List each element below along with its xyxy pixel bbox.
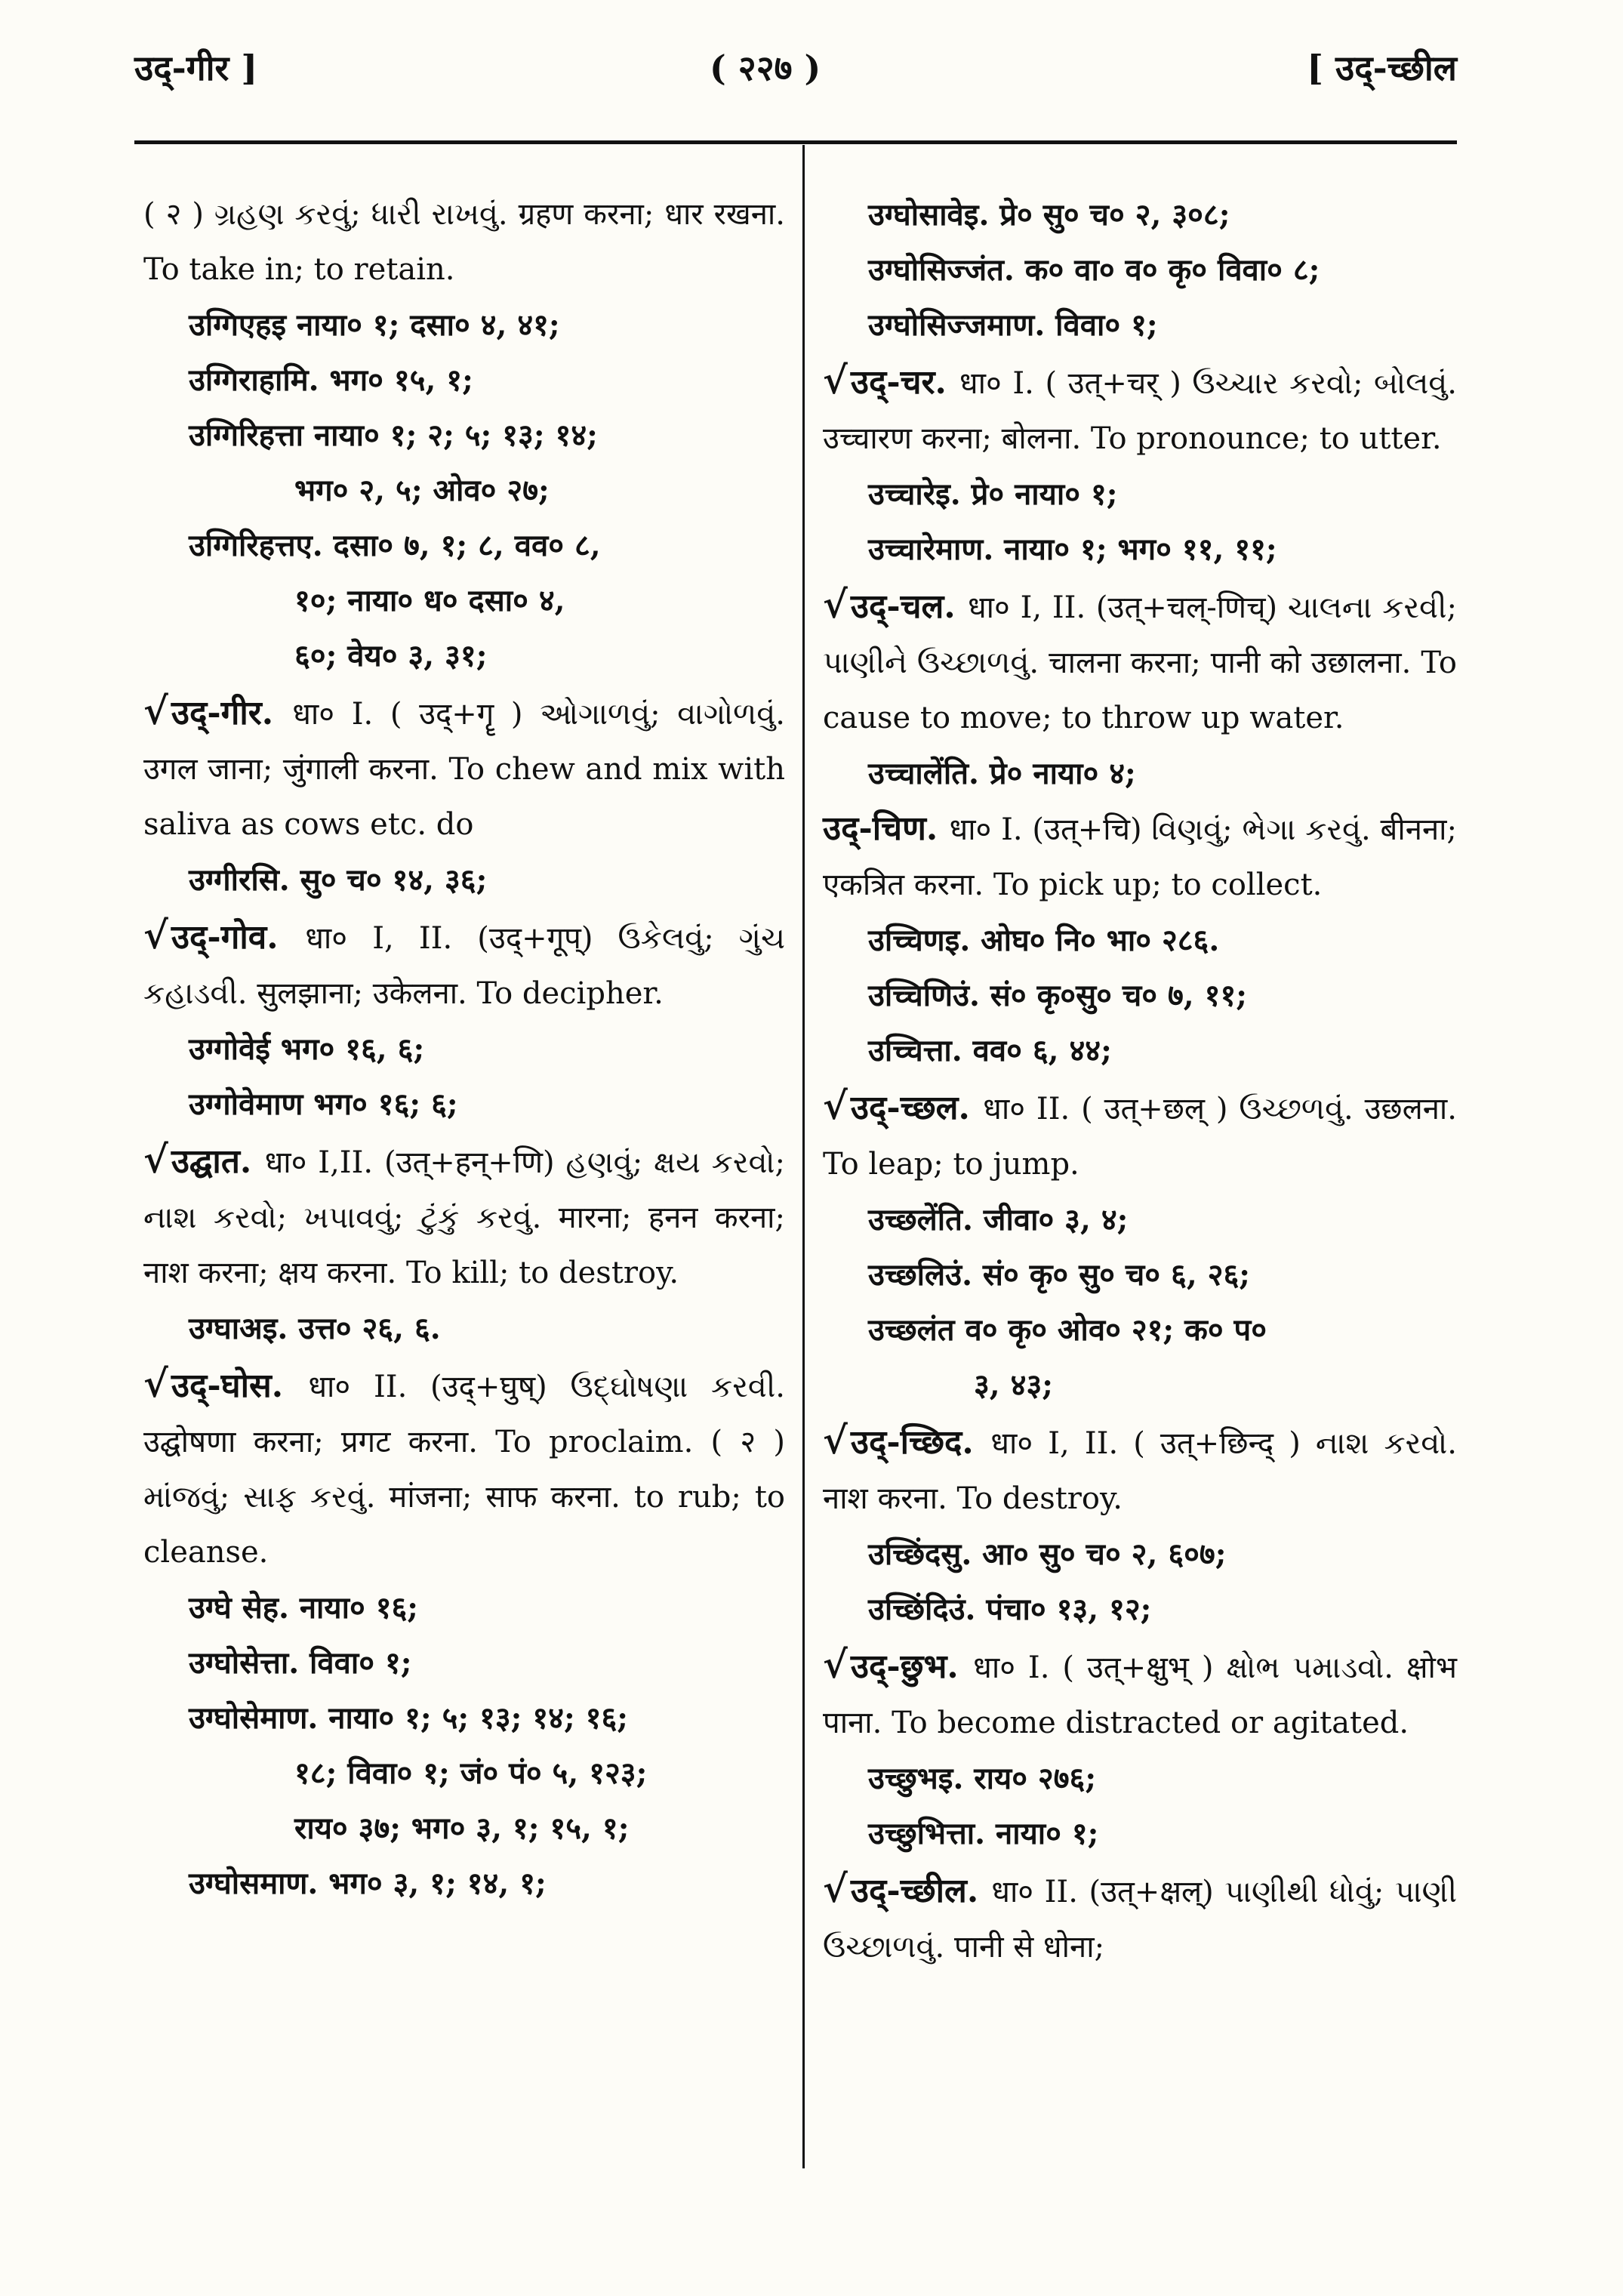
entry-lemma: उद्-गोव.	[171, 918, 306, 957]
root-check-icon: √	[823, 1866, 848, 1911]
column-divider	[802, 145, 805, 2168]
entry-lemma: उद्-चर.	[850, 363, 960, 402]
entry-definition: धा० II. ( उत्+छल् ) ઉચ્છળવું. उछलना. To leap; to jump.	[823, 1092, 1457, 1182]
citation-line: उग्घे सेह. नाया० १६;	[189, 1590, 419, 1626]
citation-line: उग्घोसावेइ. प्रे० सु० च० २, ३०८;	[868, 197, 1230, 233]
citation-line: उच्छलंत व० कृ० ओव० २१; क० प०	[868, 1312, 1267, 1348]
citation-line: उच्चालेंति. प्रे० नाया० ४;	[868, 756, 1136, 791]
citation-line: उग्गोवेई भग० १६, ६;	[189, 1031, 425, 1067]
entry-lemma: उद्-घोस.	[171, 1367, 309, 1405]
dictionary-entry	[823, 801, 1457, 913]
citation-line: उग्गिरिहत्तए. दसा० ७, १; ८, वव० ८,	[189, 528, 601, 563]
citation-line: उच्चिणइ. ओघ० नि० भा० २८६.	[868, 923, 1220, 958]
root-check-icon: √	[143, 1361, 168, 1406]
citation-line: उच्छुभित्ता. नाया० १;	[868, 1816, 1099, 1851]
citation-line: उग्गिरिहत्ता नाया० १; २; ५; १३; १४;	[189, 418, 598, 453]
citation-line: उच्छिंदसु. आ० सु० च० २, ६०७;	[868, 1536, 1227, 1572]
citation-line: उग्गीरसि. सु० च० १४, ३६;	[189, 862, 488, 898]
entry-definition: धा० I, II. (उद्+गूप्) ઉકેલવું; ગુંચ કહાડવી. सुलझाना; उकेलना. To decipher.	[143, 921, 786, 1011]
citation-line: उग्घोसिज्जंत. क० वा० व० कृ० विवा० ८;	[868, 252, 1320, 288]
dictionary-entry	[823, 1861, 1457, 1975]
entry-definition: धा० I, II. (उत्+चल्-णिच्) ચાલના કરવી; પાણીને ઉચ્છાળવું. चालना करना; पानी को उछालना. To cause to move; to throw up water.	[823, 590, 1457, 735]
page-header	[0, 44, 1623, 112]
citation-line: उग्घोसेत्ता. विवा० १;	[189, 1645, 412, 1681]
citation-line: भग० २, ५; ओव० २७;	[294, 473, 550, 508]
entry-lemma: उद्-च्छील.	[850, 1872, 992, 1910]
citation-line: उग्गिराहामि. भग० १५, १;	[189, 362, 473, 398]
citation-line: उच्चित्ता. वव० ६, ४४;	[868, 1033, 1112, 1068]
dictionary-entry	[823, 1637, 1457, 1751]
citation-line: उच्चारेमाण. नाया० १; भग० ११, ११;	[868, 532, 1277, 567]
citation-line: उग्घाअइ. उत्त० २६, ६.	[189, 1311, 441, 1346]
dictionary-entry	[823, 353, 1457, 467]
citation-line: उग्घोसेमाण. नाया० १; ५; १३; १४; १६;	[189, 1700, 629, 1736]
entry-lemma: उद्-च्छल.	[850, 1089, 984, 1127]
right-column	[823, 187, 1457, 1975]
citation-line: उच्छलेंति. जीवा० ३, ४;	[868, 1202, 1129, 1237]
citation-line: उग्घोसमाण. भग० ३, १; १४, १;	[189, 1866, 547, 1901]
entry-definition: धा० I. ( उद्+गॄ ) ઓગાળવું; વાગોળવું. उगल जाना; जुंगाली करना. To chew and mix with saliva as cows etc. do	[143, 697, 785, 842]
entry-definition: धा० I,II. (उत्+हन्+णि) હણવું; ક્ષય કરવો; નાશ કરવો; ખપાવવું; ટુંકું કરવું. मारना; हनन करना; नाश करना; क्षय करना. To kill; to destroy.	[143, 1145, 785, 1290]
entry-lemma: उद्-चिण.	[823, 809, 950, 848]
citation-line: उच्छलिउं. सं० कृ० सु० च० ६, २६;	[868, 1257, 1251, 1293]
citation-line: उग्गिएहइ नाया० १; दसा० ४, ४१;	[189, 307, 560, 343]
header-left-guide-word: उद्-गीर ]	[134, 48, 258, 88]
root-check-icon: √	[823, 1083, 848, 1128]
entry-definition: धा० II. (उत्+क्षल्) પાણીથી ધોવું; પાણી ઉચ્છાળવું. पानी से धोना;	[823, 1875, 1458, 1965]
entry-lemma: उद्-गीर.	[171, 694, 293, 732]
entry-definition: धा० I. (उत्+चि) વિણવું; ભેગા કરવું. बीनना; एकत्रित करना. To pick up; to collect.	[823, 812, 1457, 902]
entry-definition: धा० II. (उद्+घुष्) ઉદ્ઘોષણા કરવી. उद्घोषणा करना; प्रगट करना. To proclaim. ( २ ) માંજવું; સાફ કરવું. मांजना; साफ करना. to rub; to cleanse.	[143, 1370, 785, 1570]
dictionary-entry	[143, 1132, 785, 1301]
root-check-icon: √	[823, 358, 848, 402]
entry-definition: धा० I. ( उत्+क्षुभ् ) ક્ષોભ પમાડવો. क्षोभ पाना. To become distracted or agitated.	[823, 1650, 1457, 1740]
entry-lemma: उद्-चल.	[850, 587, 969, 626]
citation-line: उच्छुभइ. राय० २७६;	[868, 1761, 1097, 1796]
entry-definition: धा० I, II. ( उत्+छिन्द् ) નાશ કરવો. नाश करना. To destroy.	[823, 1426, 1458, 1516]
citation-line: ६०; वेय० ३, ३१;	[294, 638, 488, 673]
citation-line: उच्छिंदिउं. पंचा० १३, १२;	[868, 1592, 1152, 1627]
citation-line: उच्चिणिउं. सं० कृ०सु० च० ७, ११;	[868, 978, 1248, 1013]
entry-lemma: उद्घात.	[171, 1142, 265, 1181]
dictionary-entry	[143, 1356, 785, 1580]
citation-line: १०; नाया० ध० दसा० ४,	[294, 583, 565, 618]
root-check-icon: √	[823, 582, 848, 627]
citation-line: राय० ३७; भग० ३, १; १५, १;	[294, 1811, 630, 1846]
left-column	[143, 187, 785, 1911]
citation-line: १८; विवा० १; जं० पं० ५, १२३;	[294, 1755, 648, 1791]
citation-line: उच्चारेइ. प्रे० नाया० १;	[868, 476, 1118, 512]
entry-definition: धा० I. ( उत्+चर् ) ઉચ્ચાર કરવો; બોલવું. उच्चारण करना; बोलना. To pronounce; to utter.	[823, 366, 1457, 456]
root-check-icon: √	[143, 689, 168, 733]
definition-text: ( २ ) ગ્રહણ કરવું; ધારી રાખવું. ग्रहण करना; धार रखना. To take in; to retain.	[143, 197, 785, 287]
header-rule	[134, 140, 1457, 144]
citation-line: ३, ४३;	[974, 1367, 1054, 1403]
dictionary-entry	[823, 1078, 1457, 1192]
entry-lemma: उद्-च्छिद.	[850, 1423, 991, 1462]
dictionary-entry	[823, 1413, 1457, 1527]
citation-line: उग्गोवेमाण भग० १६; ६;	[189, 1086, 458, 1122]
header-right-guide-word: [ उद्-च्छील	[1307, 48, 1457, 88]
page-number: ( २२७ )	[710, 48, 821, 88]
dictionary-entry	[823, 577, 1457, 746]
root-check-icon: √	[823, 1418, 848, 1462]
dictionary-entry	[143, 683, 785, 852]
dictionary-entry	[143, 908, 785, 1022]
root-check-icon: √	[143, 1137, 168, 1182]
citation-line: उग्घोसिज्जमाण. विवा० १;	[868, 307, 1158, 343]
entry-lemma: उद्-छुभ.	[850, 1647, 974, 1686]
root-check-icon: √	[143, 913, 168, 957]
root-check-icon: √	[823, 1642, 848, 1687]
